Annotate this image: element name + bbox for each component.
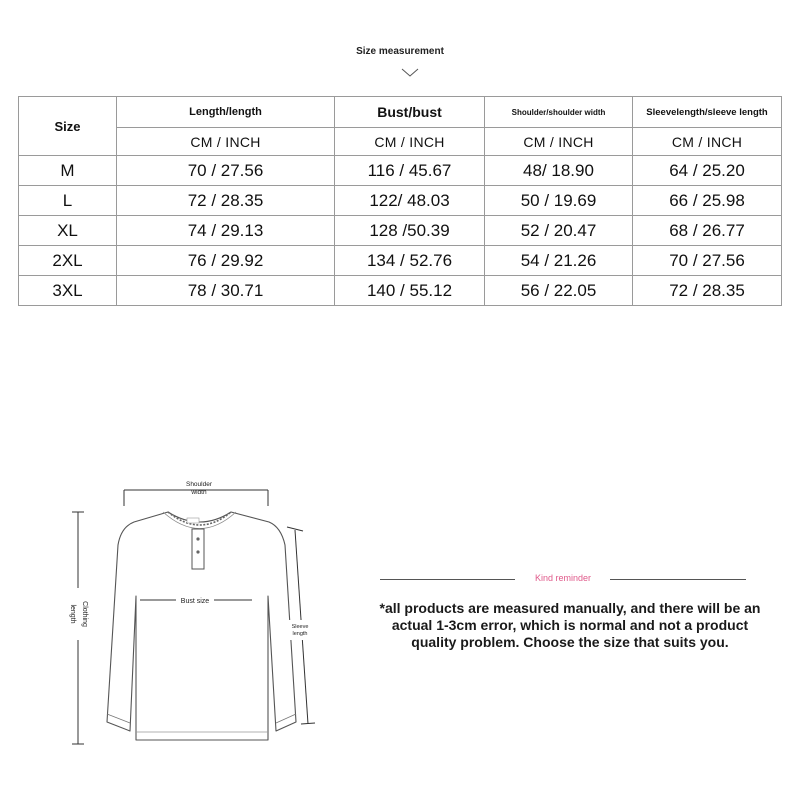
bust-cell: 134 / 52.76 xyxy=(335,246,485,276)
bust-cell: 128 /50.39 xyxy=(335,216,485,246)
sleeve-cell: 72 / 28.35 xyxy=(633,276,782,306)
bust-cell: 122/ 48.03 xyxy=(335,186,485,216)
button-icon xyxy=(196,550,199,553)
length-cell: 74 / 29.13 xyxy=(117,216,335,246)
shoulder-column-header: Shoulder/shoulder width xyxy=(485,97,633,128)
garment-diagram xyxy=(60,470,320,760)
size-cell: XL xyxy=(19,216,117,246)
length-cell: 70 / 27.56 xyxy=(117,156,335,186)
sleeve-cell: 68 / 26.77 xyxy=(633,216,782,246)
shoulder-cell: 56 / 22.05 xyxy=(485,276,633,306)
placket xyxy=(192,529,204,569)
sleeve-length-label-2: length xyxy=(292,631,308,637)
sleeve-cell: 66 / 25.98 xyxy=(633,186,782,216)
bust-cell: 140 / 55.12 xyxy=(335,276,485,306)
length-cell: 78 / 30.71 xyxy=(117,276,335,306)
sleeve-unit: CM / INCH xyxy=(633,128,782,156)
shoulder-cell: 54 / 21.26 xyxy=(485,246,633,276)
shoulder-label-2: width xyxy=(191,489,207,496)
size-cell: 2XL xyxy=(19,246,117,276)
clothing-length-label: Clothing xyxy=(81,601,88,627)
size-cell: 3XL xyxy=(19,276,117,306)
length-column-header: Length/length xyxy=(117,97,335,128)
shoulder-unit: CM / INCH xyxy=(485,128,633,156)
neck-label xyxy=(187,518,199,523)
page-heading: Size measurement xyxy=(356,46,444,57)
bust-column-header: Bust/bust xyxy=(335,97,485,128)
table-row xyxy=(19,216,782,246)
bust-size-label: Bust size xyxy=(180,598,210,605)
size-column-header: Size xyxy=(19,97,117,156)
button-icon xyxy=(196,537,199,540)
bust-unit: CM / INCH xyxy=(335,128,485,156)
reminder-text: *all products are measured manually, and there will be an actual 1-3cm error, which is normal and not a product quality problem. Choose the size that suits you. xyxy=(379,600,761,650)
table-row xyxy=(19,156,782,186)
table-row xyxy=(19,246,782,276)
sleeve-cell: 70 / 27.56 xyxy=(633,246,782,276)
length-cell: 76 / 29.92 xyxy=(117,246,335,276)
shoulder-label: Shoulder xyxy=(185,481,213,488)
shoulder-cell: 52 / 20.47 xyxy=(485,216,633,246)
size-table xyxy=(18,96,782,306)
clothing-length-label-2: length xyxy=(69,604,76,624)
reminder-title: Kind reminder xyxy=(534,573,592,583)
chevron-down-icon xyxy=(401,68,419,78)
sleeve-length-label: Sleeve xyxy=(291,624,309,630)
table-row xyxy=(19,186,782,216)
size-cell: M xyxy=(19,156,117,186)
table-header-row xyxy=(19,97,782,128)
length-cell: 72 / 28.35 xyxy=(117,186,335,216)
shirt-illustration xyxy=(60,470,320,760)
size-cell: L xyxy=(19,186,117,216)
sleeve-column-header: Sleevelength/sleeve length xyxy=(633,97,782,128)
length-unit: CM / INCH xyxy=(117,128,335,156)
shoulder-cell: 50 / 19.69 xyxy=(485,186,633,216)
unit-row xyxy=(19,128,782,156)
sleeve-cell: 64 / 25.20 xyxy=(633,156,782,186)
bust-cell: 116 / 45.67 xyxy=(335,156,485,186)
shoulder-cell: 48/ 18.90 xyxy=(485,156,633,186)
table-row xyxy=(19,276,782,306)
